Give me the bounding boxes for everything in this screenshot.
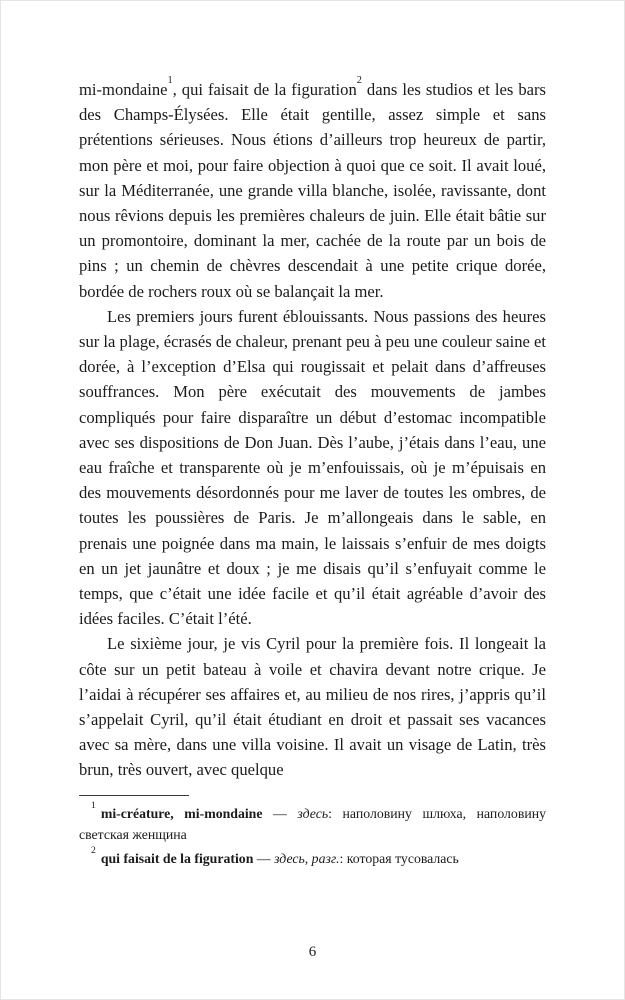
text-run: mi-mondaine — [79, 80, 168, 99]
footnote-definition: : которая тусовалась — [339, 850, 459, 866]
footnote-dash: — — [262, 805, 298, 821]
footnote-separator-rule — [79, 795, 189, 796]
paragraph — [79, 74, 546, 304]
footnote-definition: : наполовину шлюха, наполовину светская женщина — [79, 805, 546, 843]
footnote-ref-1: 1 — [167, 74, 173, 86]
text-run: Les premiers jours furent éblouissants. Nous passions des heures sur la plage, écrasés de chaleur, prenant peu à peu une couleur saine et dorée, à l’exception d’Elsa qui rougissait et pelait dans d’affreuses souffrances. Mon père exécutait des mouvements de jambes compliqués pour faire disparaître un début d’estomac incompatible avec ses dispositions de Don Juan. Dès l’aube, j’étais dans l’eau, une eau fraîche et transparente où je m’enfouissais, où je m’épuisais en des mouvements désordonnés pour me laver de toutes les ombres, de toutes les poussières de Paris. Je m’allongeais dans le sable, en prenais une poignée dans ma main, le laissais s’enfuir de mes doigts en un jet jaunâtre et doux ; je me disais qu’il s’enfuyait comme le temps, que c’était une idée facile et qu’il était agréable d’avoir des idées faciles. C’était l’été. — [79, 306, 546, 629]
footnote-qualifier: здесь, разг. — [274, 850, 340, 866]
page-number: 6 — [308, 944, 317, 960]
footnote-marker: 2 — [91, 844, 96, 856]
footnote-term: mi-créature, mi-mondaine — [100, 805, 263, 821]
footnote-marker: 1 — [91, 799, 96, 811]
text-run: dans les studios et les bars des Champs-Élysées. Elle était gentille, assez simple et sans prétentions sérieuses. Nous étions d’ailleurs trop heureux de partir, mon père et moi, pour faire objection à quoi que ce soit. Il avait loué, sur la Méditerranée, une grande villa blanche, isolée, ravissante, dont nous rêvions depuis les premières chaleurs de juin. Elle était bâtie sur un promontoire, dominant la mer, cachée de la route par un bois de pins ; un chemin de chèvres descendait à une petite crique dorée, bordée de rochers roux où se balançait la mer. — [79, 80, 546, 301]
footnotes-section — [79, 795, 546, 870]
footnote — [79, 844, 546, 870]
main-text-block — [79, 74, 546, 783]
footnote-dash: — — [253, 850, 275, 866]
footnote-term: qui faisait de la figuration — [100, 850, 254, 866]
footnote — [79, 799, 546, 846]
paragraph — [79, 631, 546, 782]
text-run: , qui faisait de la figuration — [172, 80, 357, 99]
footnote-qualifier: здесь — [297, 805, 329, 821]
footnote-ref-2: 2 — [356, 74, 362, 86]
text-run: Le sixième jour, je vis Cyril pour la première fois. Il longeait la côte sur un petit bateau à voile et chavira devant notre crique. Je l’aidai à récupérer ses affaires et, au milieu de nos rires, j’appris qu’il s’appelait Cyril, qu’il était étudiant en droit et passait ses vacances avec sa mère, dans une villa voisine. Il avait un visage de Latin, très brun, très ouvert, avec quelque — [79, 634, 546, 780]
paragraph — [79, 304, 546, 632]
